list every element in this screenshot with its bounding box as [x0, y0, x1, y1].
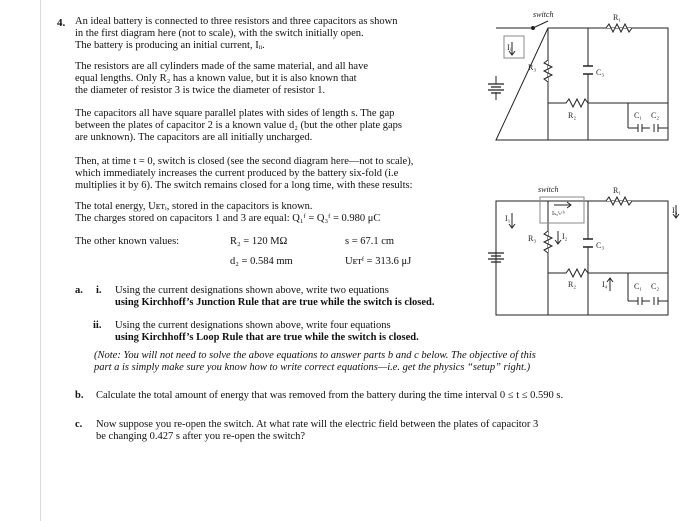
resistor-r2: [548, 99, 668, 107]
results-line-1: The total energy, Uᴇᴛᵢ, stored in the capacitors is known.: [75, 201, 313, 212]
intro-line-1: An ideal battery is connected to three resistors and three capacitors as shown: [75, 16, 398, 27]
label-c1: C₁: [634, 111, 643, 120]
label-i1: I₁: [505, 214, 511, 223]
part-b-text: Calculate the total amount of energy that was removed from the battery during the time interval 0 ≤ t ≤ 0.590 s.: [96, 390, 564, 401]
value-u: Uᴇᴛᶠ = 313.6 μJ: [345, 256, 412, 267]
label-switch-2: switch: [538, 185, 559, 194]
label-c1-2: C₁: [634, 282, 643, 291]
intro-line-3: The battery is producing an initial current, Iᵢᵢ.: [75, 40, 265, 51]
part-a-i-label: i.: [96, 285, 102, 296]
label-i4: I₄: [602, 280, 608, 289]
part-a-ii-line-2: using Kirchhoff’s Loop Rule that are true while the switch is closed.: [115, 332, 419, 343]
arrow-i4: [607, 278, 613, 291]
switch-line-3: multiplies it by 6). The switch remains closed for a long time, with these results:: [75, 180, 413, 191]
switch-pivot: [532, 27, 535, 30]
capacitors-line-2: between the plates of capacitor 2 is a known value d₂ (but the other plate gaps: [75, 120, 403, 131]
results-line-2: The charges stored on capacitors 1 and 3 are equal: Q₁ᶠ = Q₃ᶠ = 0.980 μC: [75, 213, 381, 224]
label-c3: C₃: [596, 68, 605, 77]
part-c-line-2: be changing 0.427 s after you re-open the switch?: [96, 431, 306, 442]
label-r2: R₂: [568, 111, 577, 120]
label-r1-2: R₁: [613, 186, 622, 195]
resistor-r2-2: [548, 269, 668, 277]
label-r1: R₁: [613, 13, 622, 22]
label-c3-2: C₃: [596, 241, 605, 250]
label-i2: I₂: [562, 232, 568, 241]
battery: [488, 84, 504, 93]
part-a-ii-line-1: Using the current designations shown above, write four equations: [115, 320, 391, 331]
switch-line-1: Then, at time t = 0, switch is closed (see the second diagram here—not to scale),: [75, 156, 414, 167]
capacitors-line-1: The capacitors all have square parallel plates with sides of length s. The gap: [75, 108, 395, 119]
label-r2-2: R₂: [568, 280, 577, 289]
arrow-i2: [555, 231, 561, 244]
label-current: Iᵢᵢ: [507, 43, 513, 52]
part-a-i-line-1: Using the current designations shown above, write two equations: [115, 285, 389, 296]
wire-outer: [496, 28, 668, 140]
circuit-diagram-open: [488, 8, 688, 153]
capacitor-c3: [583, 66, 593, 74]
resistors-line-3: the diameter of resistor 3 is twice the diameter of resistor 1.: [75, 85, 326, 96]
resistor-r3: [544, 60, 552, 82]
value-r2: R₂ = 120 MΩ: [230, 236, 288, 247]
switch-line-2: which immediately increases the current produced by the battery six-fold (i.e: [75, 168, 399, 179]
part-a-label: a.: [75, 285, 83, 296]
resistors-line-2: equal lengths. Only R₂ has a known value, but it is also known that: [75, 73, 357, 84]
resistors-line-1: The resistors are all cylinders made of the same material, and all have: [75, 61, 369, 72]
label-r3: R₃: [528, 63, 537, 72]
capacitor-c3-2: [583, 239, 593, 247]
label-c2-2: C₂: [651, 282, 660, 291]
label-i3: I₃: [672, 206, 678, 215]
note-line-1: (Note: You will not need to solve the above equations to answer parts b and c below. The objective of this: [94, 350, 536, 361]
intro-line-2: in the first diagram here (not to scale), with the switch initially open.: [75, 28, 364, 39]
part-b-label: b.: [75, 390, 84, 401]
question-number: 4.: [57, 17, 66, 29]
resistor-r3-2: [544, 231, 552, 253]
part-c-line-1: Now suppose you re-open the switch. At what rate will the electric field between the plates of capacitor 3: [96, 419, 539, 430]
resistor-r1-2: [606, 197, 632, 205]
known-values-label: The other known values:: [75, 236, 180, 247]
label-r3-2: R₃: [528, 234, 537, 243]
label-iswitch: Iₛᵤᴵₜᶜʰ: [552, 211, 565, 217]
circuit-diagram-closed: [488, 183, 688, 328]
label-c2: C₂: [651, 111, 660, 120]
label-switch: switch: [533, 10, 554, 19]
arrow-iswitch: [554, 202, 571, 208]
value-s: s = 67.1 cm: [345, 236, 395, 247]
resistor-r1: [606, 24, 632, 32]
switch-blade: [533, 21, 548, 28]
value-d2: d₂ = 0.584 mm: [230, 256, 293, 267]
part-a-i-line-2: using Kirchhoff’s Junction Rule that are true while the switch is closed.: [115, 297, 435, 308]
part-a-ii-label: ii.: [93, 320, 102, 331]
capacitors-line-3: are unknown). The capacitors are all initially uncharged.: [75, 132, 313, 143]
note-line-2: part a is simply make sure you know how to write correct equations—i.e. get the physics “setup” right.): [94, 362, 531, 373]
part-c-label: c.: [75, 419, 83, 430]
